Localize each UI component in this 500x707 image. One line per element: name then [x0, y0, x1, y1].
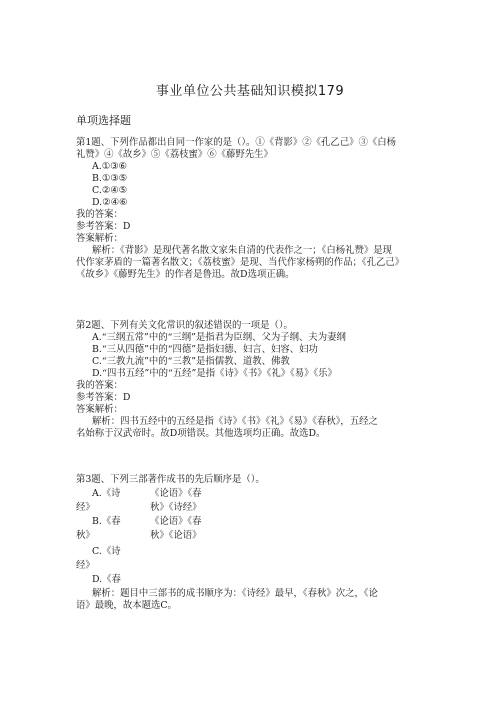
question-2-my-answer: 我的答案：: [76, 380, 123, 391]
question-1-option-d: D.②④⑥: [92, 197, 128, 208]
question-2-option-d: D.“四书五经”中的“五经”是指《诗》《书》《礼》《易》《乐》: [92, 368, 337, 379]
question-3-option-b-left-2: 秋》: [76, 530, 95, 541]
question-1-analysis-line-3: 《故乡》《藤野先生》的作者是鲁迅。故D选项正确。: [76, 269, 295, 280]
question-3-option-b-mid-2: 秋》《论语》: [150, 530, 202, 541]
question-1-my-answer: 我的答案：: [76, 209, 123, 220]
question-1-analysis-label: 答案解析：: [76, 233, 123, 244]
question-2-option-b: B.“三从四德”中的“四德”是指妇德、妇言、妇容、妇功: [92, 344, 318, 355]
question-1-option-b: B.①③⑤: [92, 173, 128, 184]
question-2-option-c: C.“三教九流”中的“三教”是指儒教、道教、佛教: [92, 356, 290, 367]
question-1-reference-answer: 参考答案：D: [76, 221, 131, 232]
question-3-stem-text: 第3题、下列三部著作成书的先后顺序是（）。: [76, 474, 265, 485]
question-3-option-a-left-2: 经》: [76, 502, 95, 513]
question-3-option-c-left-2: 经》: [76, 560, 95, 571]
question-1-option-a: A.①③⑥: [92, 161, 127, 172]
question-2-reference-answer: 参考答案：D: [76, 392, 131, 403]
question-3-option-a-mid-1: 《论语》《春: [150, 488, 202, 499]
question-3-option-a-mid-2: 秋》《诗经》: [150, 502, 202, 513]
question-1-stem-line-2: 礼赞》④《故乡》⑤《荔枝蜜》⑥《藤野先生》: [76, 149, 273, 160]
question-2-option-a: A.“三纲五常”中的“三纲”是指君为臣纲、父为子纲、夫为妻纲: [92, 332, 346, 343]
question-3-analysis-line-1: 解析：题目中三部书的成书顺序为：《诗经》最早，《春秋》次之，《论: [92, 588, 378, 599]
question-1-analysis-line-2: 代作家茅盾的一篇著名散文；《荔枝蜜》是现、当代作家杨朔的作品；《孔乙己》: [76, 257, 405, 268]
question-1-option-c: C.②④⑤: [92, 185, 128, 196]
question-3-option-a-left-1: A.《诗: [92, 488, 121, 499]
question-1: [76, 137, 426, 281]
question-2-analysis-label: 答案解析：: [76, 404, 123, 415]
question-2-analysis-line-2: 名始称于汉武帝时。故D项错误。其他选项均正确。故选D。: [76, 428, 326, 439]
question-3-option-b-mid-1: 《论语》《春: [150, 516, 202, 527]
question-3-option-d-left-1: D.《春: [92, 574, 121, 585]
question-3-analysis-line-2: 语》最晚，故本题选C。: [76, 600, 177, 611]
section-heading: 单项选择题: [76, 114, 131, 127]
question-2-stem: 第2题、下列有关文化常识的叙述错误的一项是（）。: [76, 320, 293, 331]
question-1-analysis-line-1: 解析：《背影》是现代著名散文家朱自清的代表作之一；《白杨礼赞》是现: [92, 245, 392, 256]
question-3-option-b-left-1: B.《春: [92, 516, 121, 527]
question-3-stem: [76, 474, 426, 486]
question-2-analysis-line-1: 解析：四书五经中的五经是指《诗》《书》《礼》《易》《春秋》，五经之: [92, 416, 378, 427]
question-2: [76, 320, 426, 440]
question-3-option-c-left-1: C.《诗: [92, 546, 121, 557]
question-1-stem-line-1: 第1题、下列作品都出自同一作家的是（）。①《背影》②《孔乙己》③《白杨: [76, 137, 397, 148]
page-title: 事业单位公共基础知识模拟179: [155, 84, 345, 99]
